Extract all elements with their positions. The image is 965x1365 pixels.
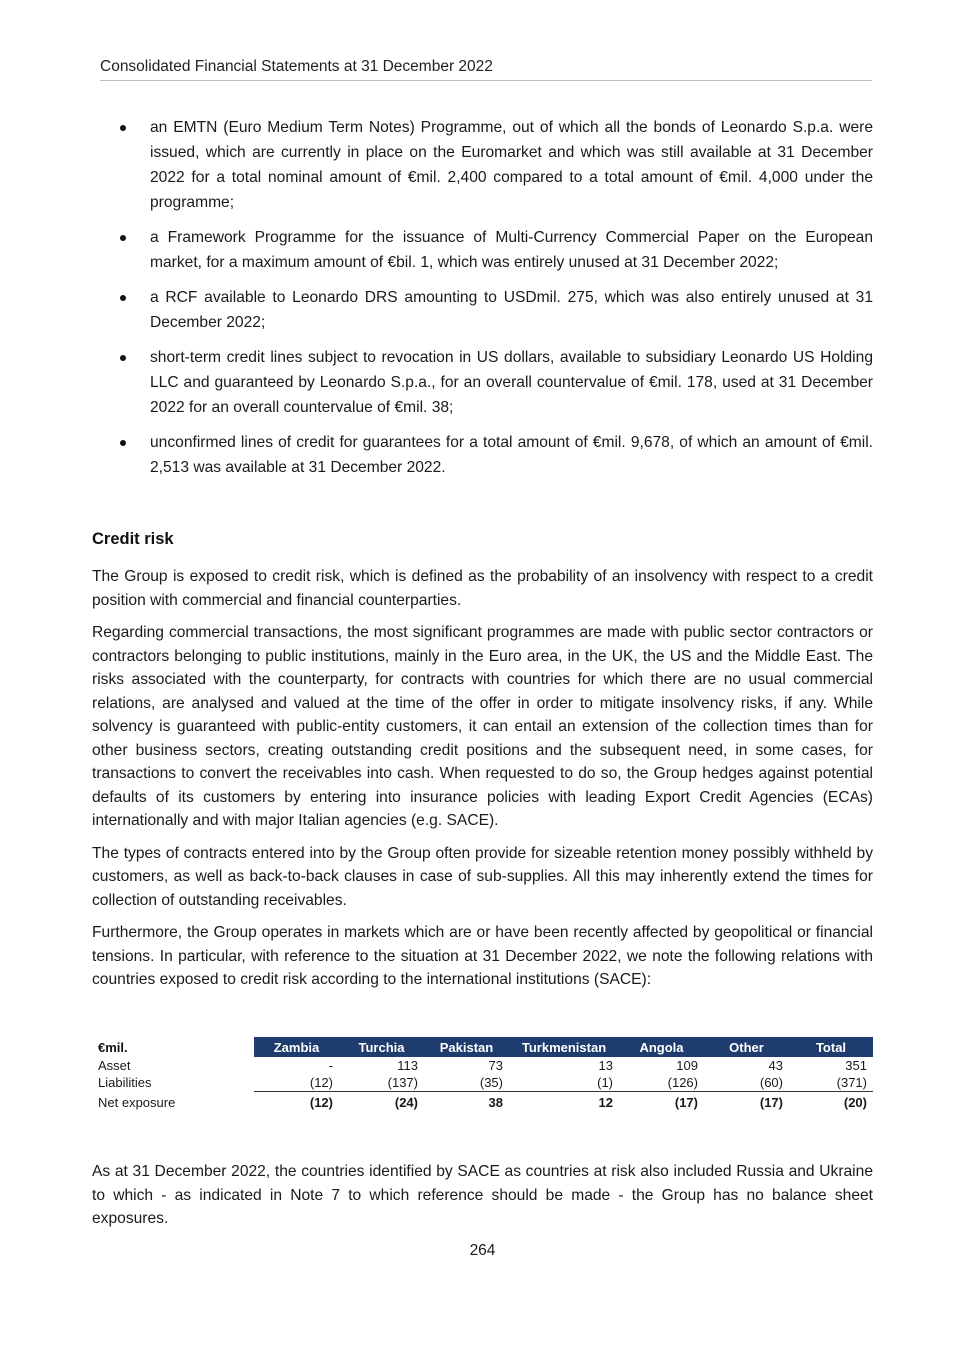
table-cell: (126) <box>667 1075 698 1090</box>
column-header: Other <box>704 1037 789 1057</box>
table-header-row <box>92 1037 873 1057</box>
table-cell: (12) <box>254 1092 339 1113</box>
table-cell: - <box>328 1058 333 1073</box>
table-cell: 43 <box>768 1058 783 1073</box>
table-cell: (371) <box>836 1075 867 1090</box>
table-cell: (35) <box>479 1075 503 1090</box>
table-cell: (1) <box>597 1075 613 1090</box>
bullet-icon <box>120 295 126 301</box>
list-item <box>92 115 873 215</box>
paragraph: Furthermore, the Group operates in markets which are or have been recently affected by geopolitical or financial tensions. In particular, with reference to the situation at 31 December 2022, we note the following relations with countries exposed to credit risk according to the international institutions (SACE): <box>92 924 873 988</box>
column-header: Total <box>789 1037 873 1057</box>
column-header: Angola <box>619 1037 704 1057</box>
bullet-icon <box>120 355 126 361</box>
list-item-text: an EMTN (Euro Medium Term Notes) Programme, out of which all the bonds of Leonardo S.p.a. were issued, which are currently in place on the Euromarket and which was still available at 31 December 2022 for a total nominal amount of €mil. 2,400 compared to a total amount of €mil. 4,000 under the programme; <box>150 119 873 211</box>
table-cell: 13 <box>598 1058 613 1073</box>
column-header: Pakistan <box>424 1037 509 1057</box>
row-label: Liabilities <box>98 1075 152 1091</box>
table-cell: 351 <box>845 1058 867 1073</box>
table-cell: 113 <box>397 1058 418 1073</box>
list-item <box>92 345 873 420</box>
table-cell: (137) <box>387 1075 418 1090</box>
table-cell: (17) <box>619 1092 704 1113</box>
list-item-text: short-term credit lines subject to revocation in US dollars, available to subsidiary Leonardo US Holding LLC and guaranteed by Leonardo S.p.a., for an overall countervalue of €mil. 178, used at 31 December 2022 for an overall countervalue of €mil. 38; <box>150 349 873 416</box>
table-cell: 38 <box>424 1092 509 1113</box>
list-item <box>92 225 873 275</box>
table-row <box>92 1057 873 1074</box>
bullet-icon <box>120 125 126 131</box>
list-item-text: a RCF available to Leonardo DRS amounting to USDmil. 275, which was also entirely unused at 31 December 2022; <box>150 289 873 331</box>
paragraph: The Group is exposed to credit risk, which is defined as the probability of an insolvency with respect to a credit position with commercial and financial counterparties. <box>92 568 873 609</box>
paragraph: The types of contracts entered into by the Group often provide for sizeable retention money possibly withheld by customers, as well as back-to-back clauses in case of sub-supplies. All this may inherently extend the times for collection of outstanding receivables. <box>92 844 873 909</box>
list-item-text: a Framework Programme for the issuance of Multi-Currency Commercial Paper on the European market, for a maximum amount of €bil. 1, which was entirely unused at 31 December 2022; <box>150 229 873 271</box>
closing-paragraph: As at 31 December 2022, the countries identified by SACE as countries at risk also included Russia and Ukraine to which - as indicated in Note 7 to which reference should be made - the Group has no balance sheet exposures. <box>92 1163 873 1227</box>
table-cell: 73 <box>488 1058 503 1073</box>
table-cell: (17) <box>704 1092 789 1113</box>
bullet-icon <box>120 440 126 446</box>
list-item-text: unconfirmed lines of credit for guarantees for a total amount of €mil. 9,678, of which an amount of €mil. 2,513 was available at 31 December 2022. <box>150 434 873 476</box>
row-label: Net exposure <box>98 1094 176 1110</box>
table-cell: (20) <box>789 1092 873 1113</box>
table-row <box>92 1074 873 1092</box>
page-number: 264 <box>469 1242 496 1259</box>
section-body <box>92 565 873 1001</box>
row-label: Asset <box>98 1058 131 1073</box>
document-header: Consolidated Financial Statements at 31 December 2022 <box>100 58 872 81</box>
column-header: Turchia <box>339 1037 424 1057</box>
table-cell: (12) <box>309 1075 333 1090</box>
list-item <box>92 430 873 480</box>
table-cell: 12 <box>509 1092 619 1113</box>
bullet-icon <box>120 235 126 241</box>
table-cell: 109 <box>676 1058 698 1073</box>
table-row-total <box>92 1092 873 1113</box>
table-cell: (60) <box>759 1075 783 1090</box>
unit-header: €mil. <box>92 1037 254 1057</box>
table-cell: (24) <box>339 1092 424 1113</box>
paragraph: Regarding commercial transactions, the most significant programmes are made with public sector contractors or contractors belonging to public institutions, mainly in the Euro area, in the UK, the US and the Middle East. The risks associated with the counterparty, for contracts with countries for which there are no usual commercial relations, are analysed and valued at the time of the offer in order to mitigate insolvency risks, if any. While solvency is guaranteed with public-entity customers, it can entail an extension of the collection times than for other business sectors, creating outstanding credit positions and the subsequent need, in some cases, for transactions to convert the receivables into cash. When requested to do so, the Group hedges against potential defaults of its customers by entering into insurance policies with leading Export Credit Agencies (ECAs) internationally and with major Italian agencies (e.g. SACE). <box>92 624 873 829</box>
section-heading: Credit risk <box>92 530 174 548</box>
credit-lines-list <box>92 115 873 490</box>
column-header: Zambia <box>254 1037 339 1057</box>
column-header: Turkmenistan <box>509 1037 619 1057</box>
list-item <box>92 285 873 335</box>
credit-exposure-table <box>92 1037 873 1112</box>
